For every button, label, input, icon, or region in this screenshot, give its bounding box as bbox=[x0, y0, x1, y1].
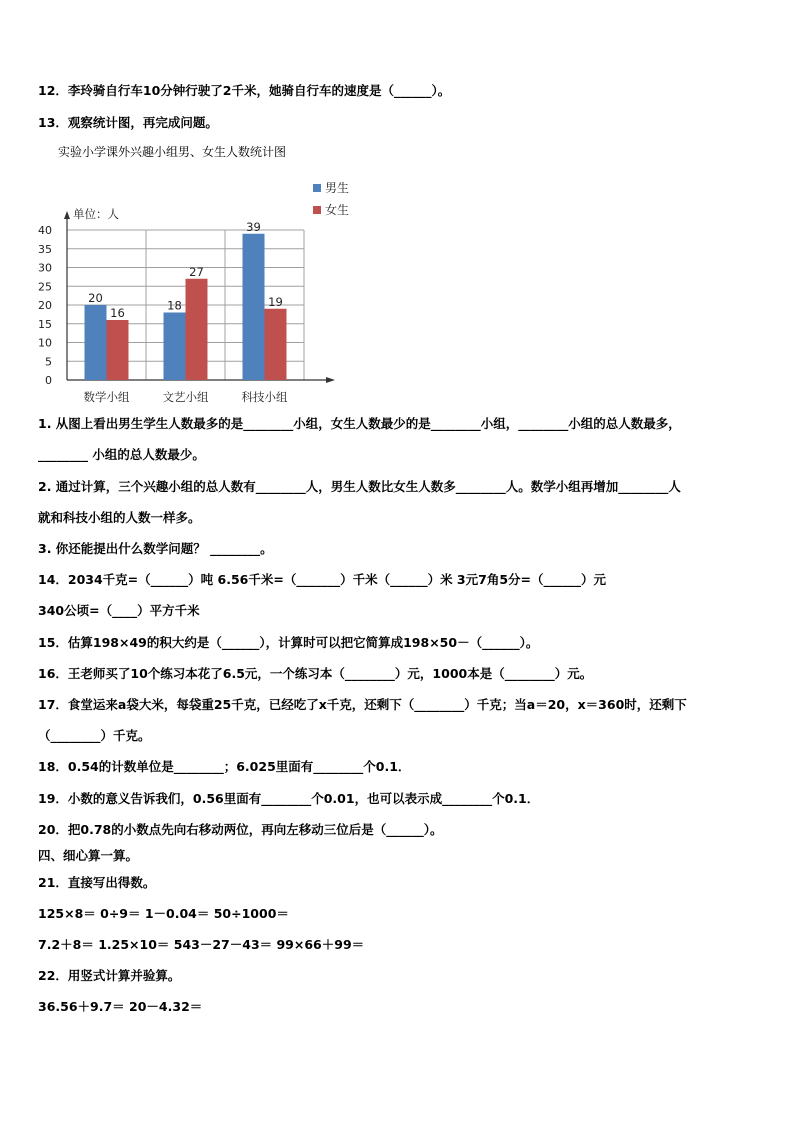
bar bbox=[186, 279, 208, 380]
question-16: 16．王老师买了10个练习本花了6.5元，一个练习本（________）元，1000本是（________）元。 bbox=[38, 666, 593, 681]
bar-value-label: 16 bbox=[110, 306, 125, 320]
y-tick-label: 20 bbox=[38, 299, 52, 312]
question-19: 19．小数的意义告诉我们，0.56里面有________个0.01，也可以表示成________个0.1． bbox=[38, 791, 540, 806]
question-22: 22．用竖式计算并验算。 bbox=[38, 968, 181, 983]
q13-subquestion-1-cont: ________ 小组的总人数最少。 bbox=[38, 447, 205, 462]
y-tick-label: 15 bbox=[38, 317, 52, 331]
q13-subquestion-2: 2. 通过计算，三个兴趣小组的总人数有________人，男生人数比女生人数多________人。数学小组再增加________人 bbox=[38, 479, 681, 494]
question-17: 17．食堂运来a袋大米，每袋重25千克，已经吃了x千克，还剩下（________）千克；当a＝20，x＝360时，还剩下 bbox=[38, 697, 687, 712]
question-22-row: 36.56＋9.7＝ 20－4.32＝ bbox=[38, 999, 203, 1014]
question-21-row-1: 125×8＝ 0÷9＝ 1－0.04＝ 50÷1000＝ bbox=[38, 906, 289, 921]
question-12: 12．李玲骑自行车10分钟行驶了2千米，她骑自行车的速度是（______）。 bbox=[38, 83, 451, 98]
bar bbox=[85, 305, 107, 380]
legend-swatch bbox=[313, 206, 321, 214]
y-tick-label: 30 bbox=[38, 261, 52, 275]
bar bbox=[164, 313, 186, 381]
bar bbox=[243, 234, 265, 380]
y-tick-label: 25 bbox=[38, 280, 52, 294]
q13-subquestion-2-cont: 就和科技小组的人数一样多。 bbox=[38, 510, 201, 525]
legend-swatch bbox=[313, 184, 321, 192]
x-tick-label: 科技小组 bbox=[241, 390, 288, 404]
y-tick-label: 40 bbox=[38, 224, 52, 237]
x-axis-arrow bbox=[326, 377, 335, 383]
y-axis-arrow bbox=[64, 211, 70, 219]
question-21-row-2: 7.2＋8＝ 1.25×10＝ 543－27－43＝ 99×66＋99＝ bbox=[38, 937, 365, 952]
question-14: 14．2034千克=（______）吨 6.56千米=（_______）千米（______）米 3元7角5分=（______）元 bbox=[38, 572, 606, 587]
bar bbox=[265, 309, 287, 380]
question-20: 20．把0.78的小数点先向右移动两位，再向左移动三位后是（______）。 bbox=[38, 822, 443, 837]
section-heading-4: 四、细心算一算。 bbox=[38, 848, 139, 863]
bar bbox=[107, 320, 129, 380]
legend-label: 男生 bbox=[325, 181, 350, 195]
y-tick-label: 0 bbox=[45, 374, 52, 387]
x-tick-label: 数学小组 bbox=[83, 390, 130, 404]
bar-value-label: 18 bbox=[167, 298, 182, 313]
question-18: 18．0.54的计数单位是________；6.025里面有________个0.1． bbox=[38, 759, 411, 774]
question-14-cont: 340公顷=（____）平方千米 bbox=[38, 603, 200, 618]
y-tick-label: 35 bbox=[38, 242, 52, 256]
y-axis-unit-label: 单位：人 bbox=[73, 207, 119, 221]
chart-title: 实验小学课外兴趣小组男、女生人数统计图 bbox=[58, 145, 287, 159]
bar-value-label: 27 bbox=[189, 264, 204, 279]
x-tick-label: 文艺小组 bbox=[162, 390, 209, 404]
q13-subquestion-1: 1. 从图上看出男生学生人数最多的是________小组，女生人数最少的是________小组，________小组的总人数最多， bbox=[38, 416, 681, 431]
question-21: 21．直接写出得数。 bbox=[38, 875, 156, 890]
q13-subquestion-3: 3. 你还能提出什么数学问题？ ________。 bbox=[38, 541, 273, 556]
y-tick-label: 10 bbox=[38, 336, 52, 350]
y-tick-label: 5 bbox=[45, 355, 52, 369]
question-15: 15．估算198×49的积大约是（______），计算时可以把它简算成198×50－（______）。 bbox=[38, 635, 539, 650]
bar-value-label: 19 bbox=[268, 294, 283, 309]
question-17-cont: （________）千克。 bbox=[38, 728, 151, 743]
legend-label: 女生 bbox=[325, 203, 350, 217]
bar-chart bbox=[0, 0, 794, 420]
question-13: 13．观察统计图，再完成问题。 bbox=[38, 115, 218, 130]
bar-value-label: 20 bbox=[88, 291, 103, 305]
bar-value-label: 39 bbox=[246, 219, 261, 234]
